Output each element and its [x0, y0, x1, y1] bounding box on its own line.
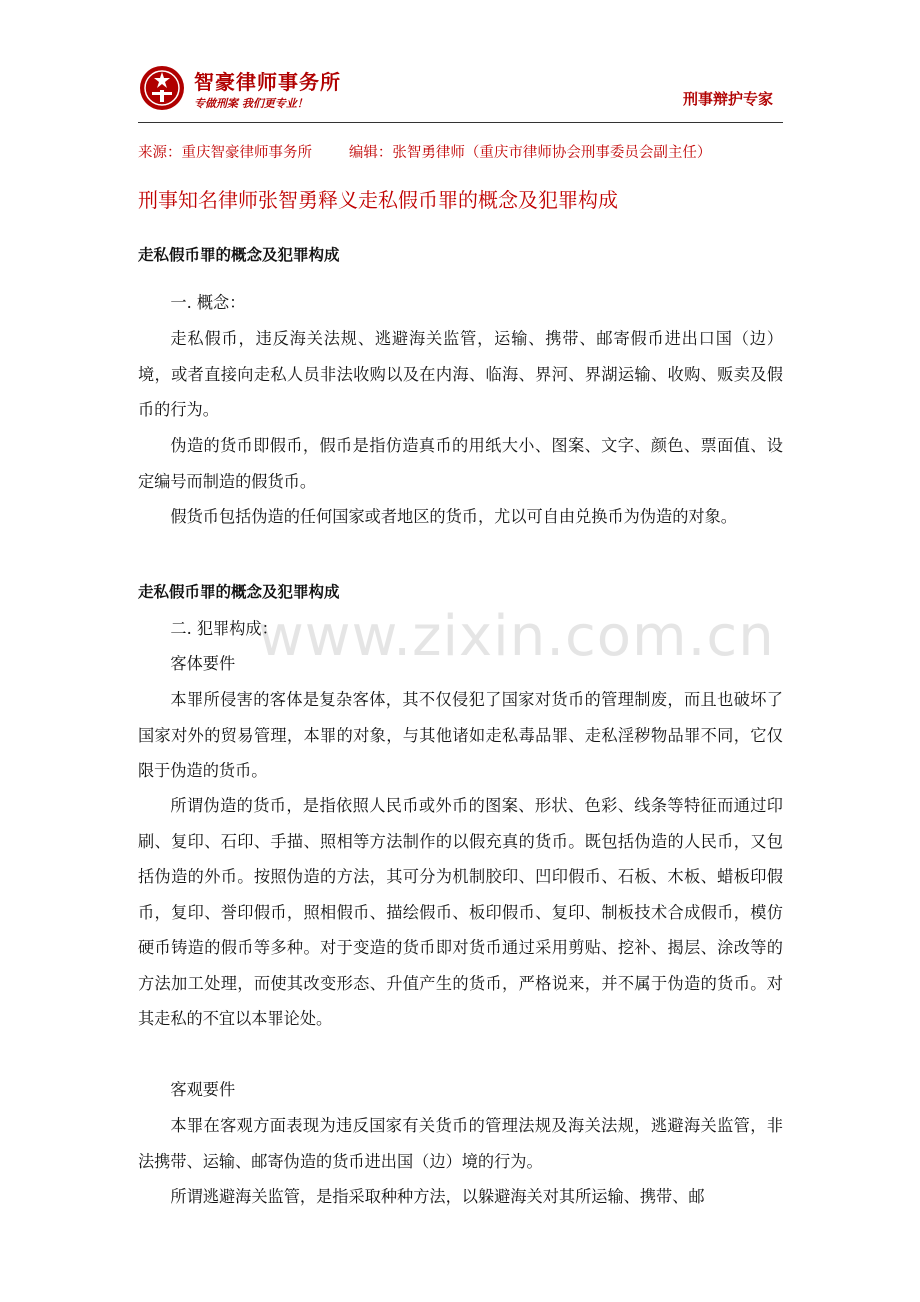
- law-firm-logo-icon: [138, 64, 186, 112]
- brand-name: 智豪律师事务所: [194, 70, 341, 94]
- section-label-elements: 二. 犯罪构成：: [170, 619, 278, 638]
- paragraph-evasion: 所谓逃避海关监管，是指采取种种方法，以躲避海关对其所运输、携带、邮: [170, 1187, 705, 1206]
- paragraph-scope: 假货币包括伪造的任何国家或者地区的货币，尤以可自由兑换币为伪造的对象。: [170, 507, 737, 526]
- section-heading-1: 走私假币罪的概念及犯罪构成: [138, 246, 340, 264]
- source-editor-line: 来源：重庆智豪律师事务所 编辑：张智勇律师（重庆市律师协会刑事委员会副主任）: [138, 145, 712, 161]
- subheading-object: 客体要件: [170, 654, 236, 673]
- paragraph-objective: 本罪在客观方面表现为违反国家有关货币的管理法规及海关法规，逃避海关监管，非法携带、运输、邮寄伪造的货币进出国（边）境的行为。: [138, 1116, 783, 1171]
- paragraph-definition: 走私假币，违反海关法规、逃避海关监管，运输、携带、邮寄假币进出口国（边）境，或者直接向走私人员非法收购以及在内海、临海、界河、界湖运输、收购、贩卖及假币的行为。: [138, 329, 783, 419]
- brand-slogan: 专做刑案 我们更专业！: [194, 97, 308, 110]
- subheading-objective: 客观要件: [170, 1080, 236, 1099]
- section-label-concept: 一. 概念：: [170, 293, 246, 312]
- paragraph-forged-currency: 所谓伪造的货币，是指依照人民币或外币的图案、形状、色彩、线条等特征而通过印刷、复印、石印、手描、照相等方法制作的以假充真的货币。既包括伪造的人民币，又包括伪造的外币。按照伪造的方法，其可分为机制胶印、凹印假币、石板、木板、蜡板印假币，复印、誉印假币，照相假币、描绘假币、板印假币、复印、制板技术合成假币，模仿硬币铸造的假币等多种。对于变造的货币即对货币通过采用剪贴、挖补、揭层、涂改等的方法加工处理，而使其改变形态、升值产生的货币，严格说来，并不属于伪造的货币。对其走私的不宜以本罪论处。: [138, 796, 783, 1028]
- article-title: 刑事知名律师张智勇释义走私假币罪的概念及犯罪构成: [138, 188, 618, 212]
- watermark: www.zixin.com.cn: [258, 604, 775, 669]
- section-heading-2: 走私假币罪的概念及犯罪构成: [138, 583, 340, 601]
- paragraph-counterfeit: 伪造的货币即假币，假币是指仿造真币的用纸大小、图案、文字、颜色、票面值、设定编号而制造的假货币。: [138, 436, 783, 491]
- paragraph-object: 本罪所侵害的客体是复杂客体，其不仅侵犯了国家对货币的管理制废，而且也破坏了国家对外的贸易管理，本罪的对象，与其他诸如走私毒品罪、走私淫秽物品罪不同，它仅限于伪造的货币。: [138, 690, 783, 780]
- page-header: [138, 58, 783, 123]
- header-tagline: 刑事辩护专家: [682, 90, 773, 108]
